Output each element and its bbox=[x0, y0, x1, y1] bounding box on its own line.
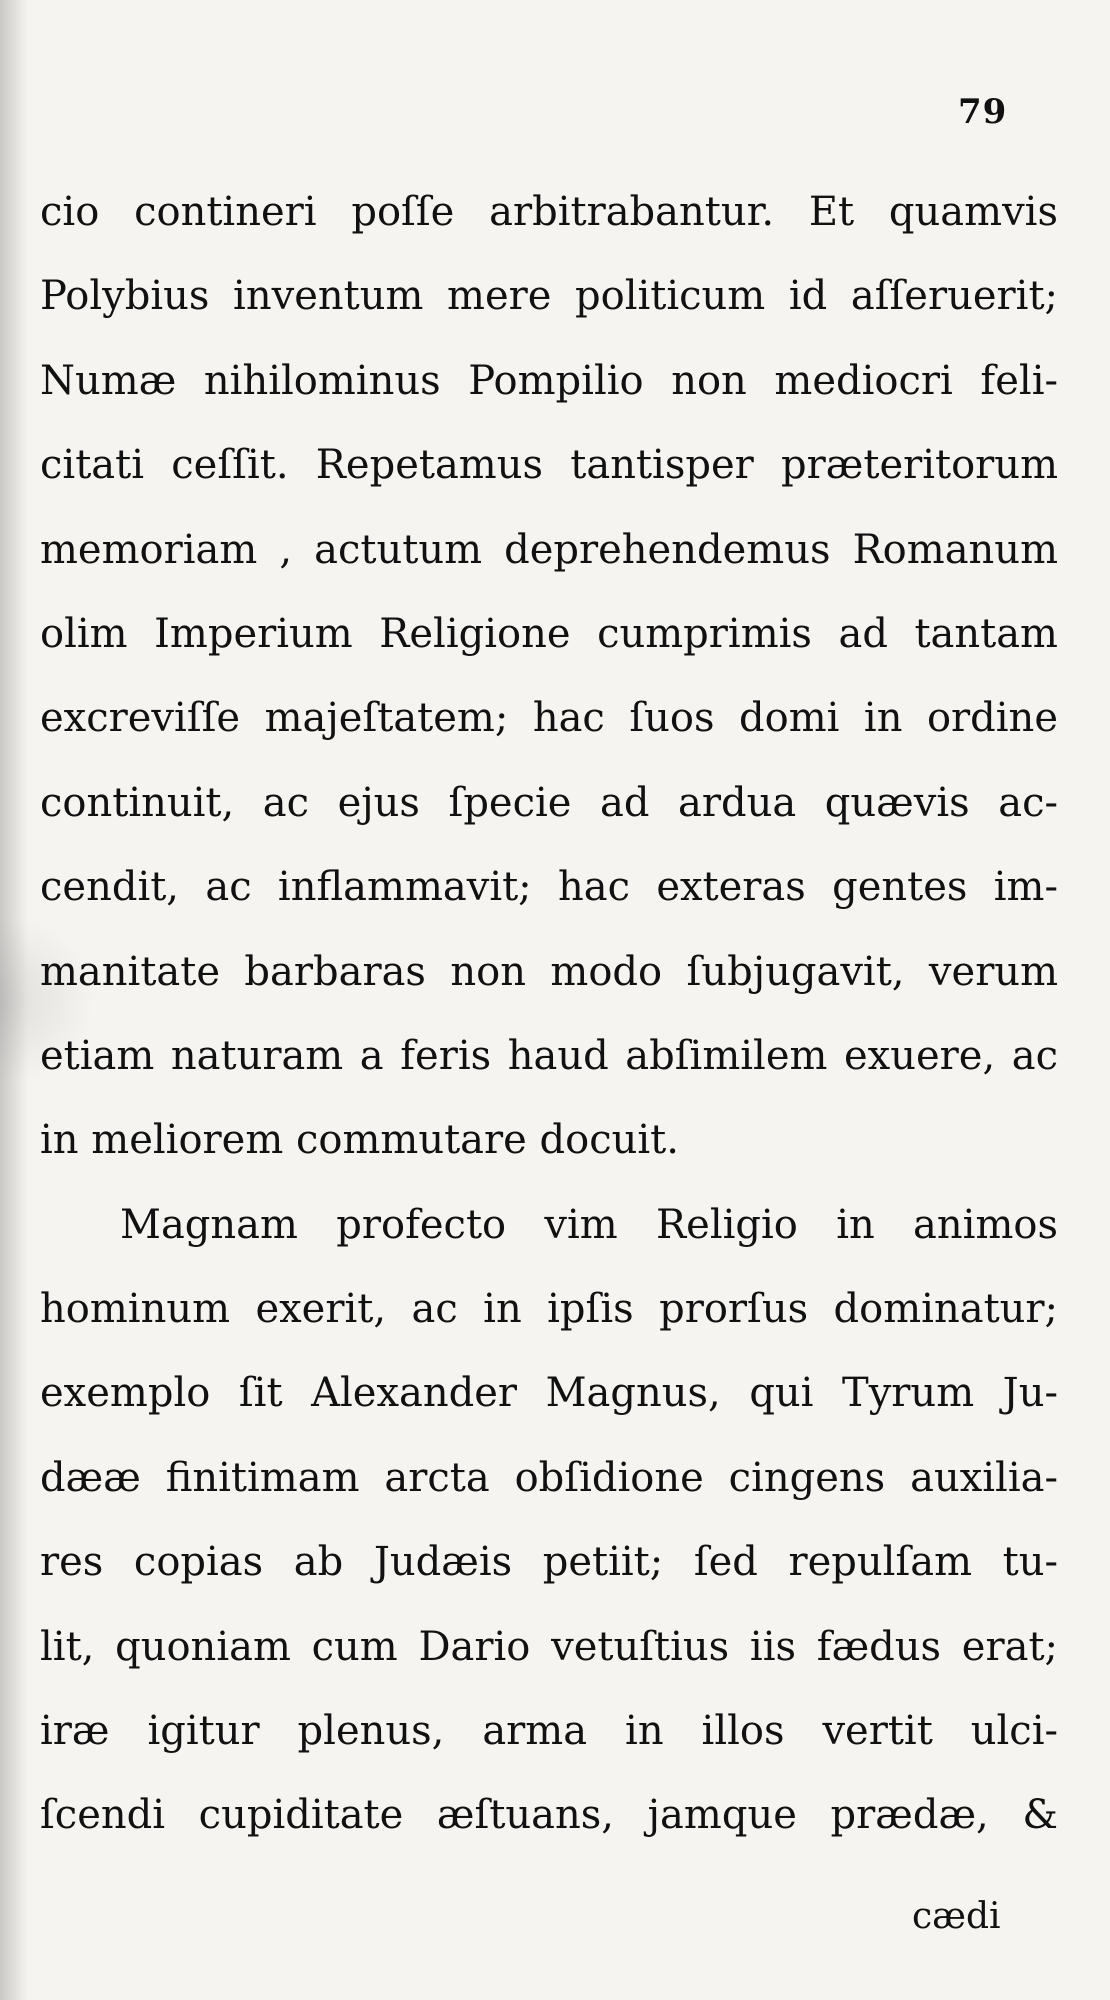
text-line: etiam naturam a feris haud abſimilem exuere, ac bbox=[40, 1032, 1058, 1079]
text-line: olim Imperium Religione cumprimis ad tantam bbox=[40, 610, 1058, 657]
body-text bbox=[40, 170, 1058, 1858]
text-line: ſcendi cupiditate æſtuans, jamque prædæ, & bbox=[40, 1792, 1058, 1839]
text-line: dææ finitimam arcta obſidione cingens auxilia- bbox=[40, 1454, 1058, 1501]
text-line: citati ceſſit. Repetamus tantisper præteritorum bbox=[40, 442, 1058, 489]
text-line: lit, quoniam cum Dario vetuſtius iis fædus erat; bbox=[40, 1623, 1058, 1670]
catchword: cædi bbox=[912, 1896, 1001, 1937]
text-line: cio contineri poſſe arbitrabantur. Et quamvis bbox=[40, 189, 1058, 235]
text-line: cendit, ac inflammavit; hac exteras gentes im- bbox=[40, 864, 1058, 911]
text-line-indented: Magnam profecto vim Religio in animos bbox=[120, 1201, 1058, 1248]
text-line: hominum exerit, ac in ipſis prorſus dominatur; bbox=[40, 1286, 1058, 1333]
text-line: manitate barbaras non modo ſubjugavit, verum bbox=[40, 948, 1058, 995]
text-line: continuit, ac ejus ſpecie ad ardua quævis ac- bbox=[40, 779, 1058, 826]
text-line: exemplo ſit Alexander Magnus, qui Tyrum Ju- bbox=[40, 1370, 1058, 1417]
page-number: 79 bbox=[958, 92, 1008, 132]
text-line: excreviſſe majeſtatem; hac ſuos domi in ordine bbox=[40, 695, 1058, 742]
text-line: Numæ nihilominus Pompilio non mediocri feli- bbox=[40, 357, 1058, 404]
text-line: Polybius inventum mere politicum id aſſeruerit; bbox=[40, 273, 1058, 320]
text-line: in meliorem commutare docuit. bbox=[40, 1117, 679, 1164]
text-line: res copias ab Judæis petiit; ſed repulſam tu- bbox=[40, 1539, 1058, 1586]
text-line: memoriam , actutum deprehendemus Romanum bbox=[40, 526, 1058, 573]
text-line: iræ igitur plenus, arma in illos vertit ulci- bbox=[40, 1708, 1058, 1755]
gutter-shadow bbox=[0, 0, 28, 2000]
